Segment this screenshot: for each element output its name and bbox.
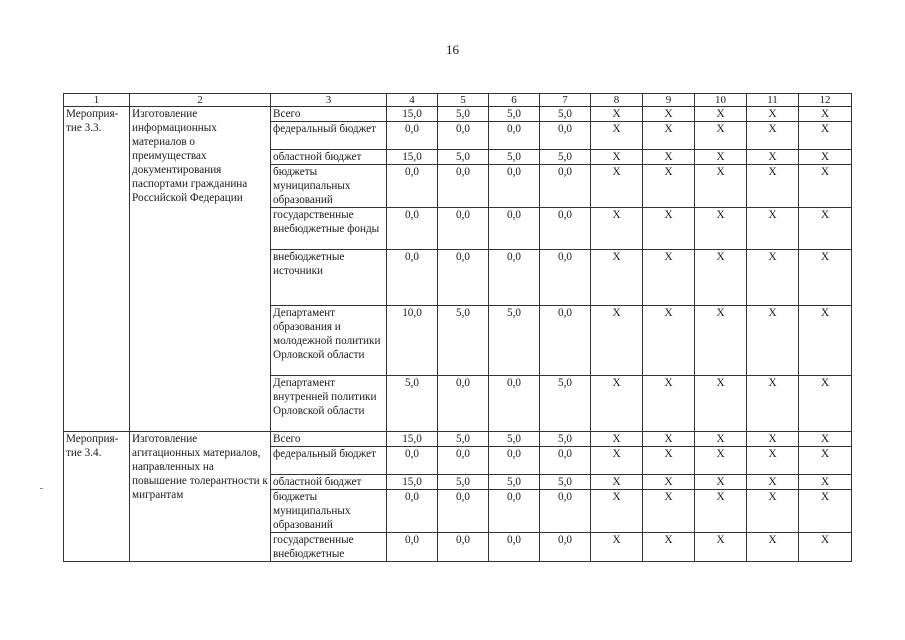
x-mark-cell: X <box>695 432 747 447</box>
table-row <box>64 107 852 122</box>
x-mark-cell: X <box>695 490 747 533</box>
amount-cell: 5,0 <box>540 107 591 122</box>
funding-source: Всего <box>271 107 387 122</box>
header-cell: 2 <box>130 94 271 107</box>
event-name: Изготовление агитационных материалов, направленных на повышение толерантности к мигрантам <box>130 432 271 562</box>
table-row <box>64 432 852 447</box>
amount-cell: 0,0 <box>489 165 540 208</box>
x-mark-cell: X <box>695 376 747 432</box>
amount-cell: 5,0 <box>438 475 489 490</box>
amount-cell: 0,0 <box>540 306 591 376</box>
header-cell: 6 <box>489 94 540 107</box>
x-mark-cell: X <box>747 432 799 447</box>
x-mark-cell: X <box>591 447 643 475</box>
x-mark-cell: X <box>799 376 852 432</box>
x-mark-cell: X <box>695 250 747 306</box>
amount-cell: 5,0 <box>438 432 489 447</box>
x-mark-cell: X <box>643 122 695 150</box>
header-cell: 9 <box>643 94 695 107</box>
amount-cell: 5,0 <box>540 376 591 432</box>
x-mark-cell: X <box>643 250 695 306</box>
budget-table <box>63 93 852 562</box>
x-mark-cell: X <box>747 208 799 250</box>
amount-cell: 0,0 <box>489 533 540 562</box>
x-mark-cell: X <box>643 432 695 447</box>
amount-cell: 0,0 <box>489 122 540 150</box>
x-mark-cell: X <box>799 432 852 447</box>
event-name: Изготовление информационных материалов о преимуществах документирования паспортами гражданина Российской Федерации <box>130 107 271 432</box>
amount-cell: 15,0 <box>387 150 438 165</box>
amount-cell: 5,0 <box>489 306 540 376</box>
x-mark-cell: X <box>591 376 643 432</box>
x-mark-cell: X <box>799 107 852 122</box>
header-cell: 1 <box>64 94 130 107</box>
header-row <box>64 94 852 107</box>
funding-source: внебюджетные источники <box>271 250 387 306</box>
amount-cell: 0,0 <box>489 490 540 533</box>
x-mark-cell: X <box>799 122 852 150</box>
x-mark-cell: X <box>591 165 643 208</box>
funding-source: Департамент образования и молодежной политики Орловской области <box>271 306 387 376</box>
amount-cell: 5,0 <box>489 107 540 122</box>
x-mark-cell: X <box>747 306 799 376</box>
x-mark-cell: X <box>643 533 695 562</box>
header-cell: 8 <box>591 94 643 107</box>
amount-cell: 0,0 <box>438 165 489 208</box>
funding-source: бюджеты муниципальных образований <box>271 490 387 533</box>
funding-source: федеральный бюджет <box>271 122 387 150</box>
x-mark-cell: X <box>799 150 852 165</box>
amount-cell: 0,0 <box>489 376 540 432</box>
x-mark-cell: X <box>799 447 852 475</box>
x-mark-cell: X <box>643 150 695 165</box>
header-cell: 12 <box>799 94 852 107</box>
amount-cell: 0,0 <box>540 165 591 208</box>
x-mark-cell: X <box>643 107 695 122</box>
amount-cell: 15,0 <box>387 432 438 447</box>
scan-mark <box>40 488 43 489</box>
x-mark-cell: X <box>747 165 799 208</box>
event-3-4-body <box>64 432 852 562</box>
amount-cell: 0,0 <box>438 122 489 150</box>
amount-cell: 0,0 <box>540 447 591 475</box>
amount-cell: 5,0 <box>438 107 489 122</box>
header-cell: 4 <box>387 94 438 107</box>
amount-cell: 5,0 <box>540 432 591 447</box>
x-mark-cell: X <box>747 447 799 475</box>
funding-source: бюджеты муниципальных образований <box>271 165 387 208</box>
amount-cell: 0,0 <box>489 250 540 306</box>
amount-cell: 0,0 <box>438 490 489 533</box>
x-mark-cell: X <box>799 250 852 306</box>
amount-cell: 5,0 <box>438 306 489 376</box>
x-mark-cell: X <box>799 208 852 250</box>
x-mark-cell: X <box>799 306 852 376</box>
amount-cell: 5,0 <box>438 150 489 165</box>
x-mark-cell: X <box>643 475 695 490</box>
amount-cell: 0,0 <box>387 122 438 150</box>
amount-cell: 0,0 <box>387 250 438 306</box>
x-mark-cell: X <box>799 490 852 533</box>
amount-cell: 0,0 <box>387 208 438 250</box>
amount-cell: 10,0 <box>387 306 438 376</box>
amount-cell: 5,0 <box>489 432 540 447</box>
x-mark-cell: X <box>747 150 799 165</box>
x-mark-cell: X <box>591 150 643 165</box>
x-mark-cell: X <box>799 533 852 562</box>
x-mark-cell: X <box>591 306 643 376</box>
x-mark-cell: X <box>747 490 799 533</box>
x-mark-cell: X <box>591 475 643 490</box>
x-mark-cell: X <box>591 208 643 250</box>
x-mark-cell: X <box>799 475 852 490</box>
amount-cell: 0,0 <box>540 250 591 306</box>
amount-cell: 0,0 <box>540 490 591 533</box>
x-mark-cell: X <box>695 165 747 208</box>
amount-cell: 0,0 <box>387 165 438 208</box>
amount-cell: 0,0 <box>540 122 591 150</box>
amount-cell: 0,0 <box>438 533 489 562</box>
funding-source: государственные внебюджетные фонды <box>271 208 387 250</box>
event-code: Мероприя-тие 3.3. <box>64 107 130 432</box>
amount-cell: 5,0 <box>387 376 438 432</box>
x-mark-cell: X <box>695 122 747 150</box>
x-mark-cell: X <box>695 150 747 165</box>
x-mark-cell: X <box>591 250 643 306</box>
x-mark-cell: X <box>747 122 799 150</box>
event-code: Мероприя-тие 3.4. <box>64 432 130 562</box>
amount-cell: 0,0 <box>540 208 591 250</box>
funding-source: Департамент внутренней политики Орловской области <box>271 376 387 432</box>
x-mark-cell: X <box>591 432 643 447</box>
amount-cell: 0,0 <box>387 490 438 533</box>
x-mark-cell: X <box>643 306 695 376</box>
amount-cell: 5,0 <box>489 150 540 165</box>
amount-cell: 0,0 <box>387 533 438 562</box>
amount-cell: 0,0 <box>438 376 489 432</box>
amount-cell: 0,0 <box>540 533 591 562</box>
x-mark-cell: X <box>695 208 747 250</box>
x-mark-cell: X <box>695 107 747 122</box>
x-mark-cell: X <box>643 208 695 250</box>
funding-source: государственные внебюджетные <box>271 533 387 562</box>
funding-source: федеральный бюджет <box>271 447 387 475</box>
header-cell: 3 <box>271 94 387 107</box>
x-mark-cell: X <box>747 533 799 562</box>
header-cell: 7 <box>540 94 591 107</box>
x-mark-cell: X <box>643 376 695 432</box>
amount-cell: 0,0 <box>438 208 489 250</box>
event-3-3-body <box>64 107 852 432</box>
funding-source: Всего <box>271 432 387 447</box>
amount-cell: 15,0 <box>387 475 438 490</box>
x-mark-cell: X <box>695 306 747 376</box>
x-mark-cell: X <box>747 107 799 122</box>
x-mark-cell: X <box>695 533 747 562</box>
amount-cell: 5,0 <box>540 475 591 490</box>
amount-cell: 0,0 <box>489 447 540 475</box>
x-mark-cell: X <box>591 122 643 150</box>
amount-cell: 0,0 <box>438 250 489 306</box>
amount-cell: 5,0 <box>540 150 591 165</box>
amount-cell: 15,0 <box>387 107 438 122</box>
amount-cell: 0,0 <box>489 208 540 250</box>
x-mark-cell: X <box>747 250 799 306</box>
x-mark-cell: X <box>695 475 747 490</box>
x-mark-cell: X <box>695 447 747 475</box>
funding-source: областной бюджет <box>271 150 387 165</box>
x-mark-cell: X <box>591 490 643 533</box>
x-mark-cell: X <box>591 533 643 562</box>
header-cell: 11 <box>747 94 799 107</box>
amount-cell: 0,0 <box>387 447 438 475</box>
header-cell: 10 <box>695 94 747 107</box>
amount-cell: 5,0 <box>489 475 540 490</box>
header-cell: 5 <box>438 94 489 107</box>
page-number: 16 <box>446 42 459 57</box>
x-mark-cell: X <box>643 165 695 208</box>
funding-source: областной бюджет <box>271 475 387 490</box>
x-mark-cell: X <box>747 475 799 490</box>
x-mark-cell: X <box>643 490 695 533</box>
x-mark-cell: X <box>643 447 695 475</box>
x-mark-cell: X <box>747 376 799 432</box>
amount-cell: 0,0 <box>438 447 489 475</box>
x-mark-cell: X <box>799 165 852 208</box>
x-mark-cell: X <box>591 107 643 122</box>
